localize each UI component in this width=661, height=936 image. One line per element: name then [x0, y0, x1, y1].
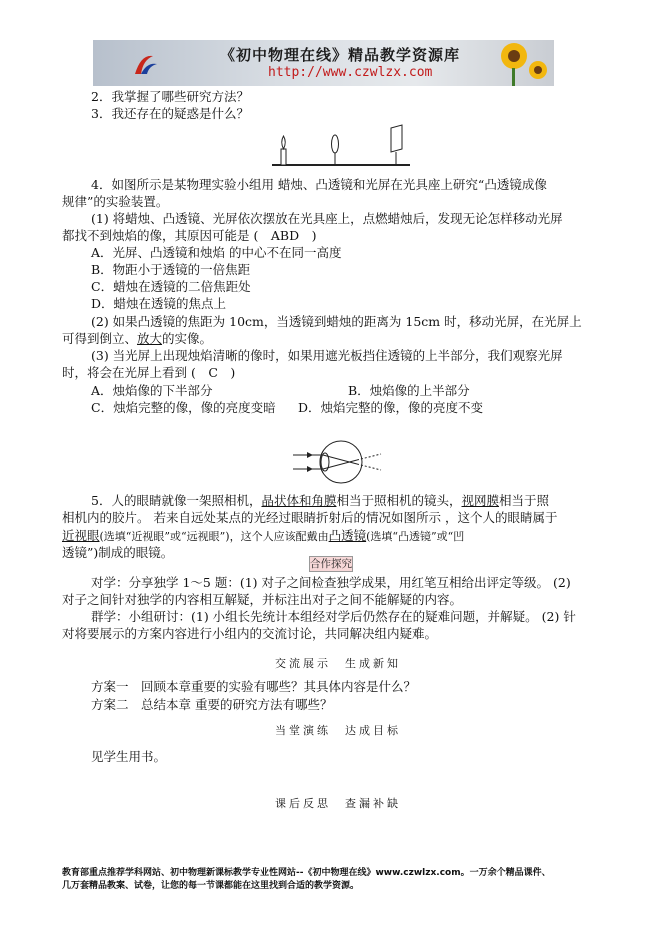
answer-retina: 视网膜 — [461, 493, 500, 508]
sunflower-icon — [492, 40, 548, 86]
q4-part3-line1: (3) 当光屏上出现烛焰清晰的像时，如果用遮光板挡住透镜的上半部分，我们观察光屏 — [91, 348, 563, 363]
q4-option-c: C．蜡烛在透镜的二倍焦距处 — [91, 279, 251, 294]
banner-title: 《初中物理在线》精品教学资源库 — [220, 46, 461, 64]
footer-line2: 几万套精品教案、试卷，让您的每一节课都能在这里找到合适的教学资源。 — [62, 881, 360, 891]
plan-two: 方案二 总结本章 重要的研究方法有哪些？ — [91, 697, 333, 712]
banner-url[interactable]: http://www.czwlzx.com — [268, 65, 433, 80]
q4-part3-option-a: A．烛焰像的下半部分 — [91, 383, 213, 398]
answer-lens-cornea: 晶状体和角膜 — [261, 493, 337, 508]
answer-myopia: 近视眼 — [62, 528, 100, 543]
cooperation-tag: 合作探究 — [310, 558, 352, 570]
eye-diagram-figure — [289, 437, 391, 487]
q4-part3-option-b: B．烛焰像的上半部分 — [348, 383, 470, 398]
pair-study-line1: 对学：分享独学 1～5 题：(1) 对子之间检查独学成果，用红笔互相给出评定等级。 (2) — [91, 575, 571, 590]
q4-option-b: B．物距小于透镜的一倍焦距 — [91, 262, 251, 277]
optical-bench-figure — [268, 122, 414, 172]
answer-enlarged: 放大 — [137, 331, 163, 346]
q4-option-d: D．蜡烛在透镜的焦点上 — [91, 296, 227, 311]
q4-part3-line2: 时，将会在光屏上看到 ( C ) — [62, 365, 236, 380]
q5-line2: 相机内的胶片。 若来自远处某点的光经过眼睛折射后的情况如图所示 ，这个人的眼睛属于 — [62, 510, 558, 525]
see-student-book: 见学生用书。 — [91, 749, 167, 764]
q4-part3-option-c: C．烛焰完整的像，像的亮度变暗 — [91, 400, 276, 415]
q4-option-a: A．光屏、凸透镜和烛焰 的中心不在同一高度 — [91, 245, 342, 260]
q4-part1-line2: 都找不到烛焰的像，其原因可能是 ( ABD ) — [62, 228, 317, 243]
pair-study-line2: 对子之间针对独学的内容相互解疑，并标注出对子之间不能解疑的内容。 — [62, 592, 463, 607]
section-title-practice: 当堂演练 达成目标 — [275, 724, 401, 737]
q5-line1: 5．人的眼睛就像一架照相机，晶状体和角膜相当于照相机的镜头，视网膜相当于照 — [91, 493, 550, 508]
q4-part2-line2: 可得到倒立、放大的实像。 — [62, 331, 213, 346]
group-study-line2: 对将要展示的方案内容进行小组内的交流讨论，共同解决组内疑难。 — [62, 626, 438, 641]
plan-one: 方案一 回顾本章重要的实验有哪些？其具体内容是什么？ — [91, 679, 417, 694]
group-study-line1: 群学：小组研讨：(1) 小组长先统计本组经对学后仍然存在的疑难问题，并解疑。 (2) 针 — [91, 609, 576, 624]
light-screen-icon — [391, 125, 402, 152]
question-2: 2．我掌握了哪些研究方法？ — [91, 89, 249, 104]
q4-intro-line2: 规律”的实验装置。 — [62, 194, 169, 209]
q4-part2-line1: (2) 如果凸透镜的焦距为 10cm，当透镜到蜡烛的距离为 15cm 时，移动光屏，在光屏上 — [91, 314, 582, 329]
q4-intro-line1: 4．如图所示是某物理实验小组用 蜡烛、凸透镜和光屏在光具座上研究“凸透镜成像 — [91, 177, 547, 192]
section-title-exchange: 交流展示 生成新知 — [275, 657, 401, 670]
section-title-reflection: 课后反思 查漏补缺 — [275, 797, 401, 810]
convex-lens-icon — [332, 135, 339, 153]
q5-line4: 透镜”)制成的眼镜。 — [62, 545, 174, 560]
answer-lens-type: 凸透镜 — [328, 528, 367, 543]
header-banner — [93, 40, 554, 86]
logo-icon — [131, 50, 159, 78]
q4-part1-line1: (1) 将蜡烛、凸透镜、光屏依次摆放在光具座上，点燃蜡烛后，发现无论怎样移动光屏 — [91, 211, 563, 226]
q4-part3-option-d: D．烛焰完整的像，像的亮度不变 — [298, 400, 484, 415]
q5-line3: 近视眼(选填“近视眼”或“远视眼”)，这个人应该配戴由凸透镜(选填“凸透镜”或“凹 — [62, 528, 465, 543]
footer-line1: 教育部重点推荐学科网站、初中物理新课标教学专业性网站--《初中物理在线》www.czwlzx.com。一万余个精品课件、 — [62, 868, 551, 878]
question-3: 3．我还存在的疑惑是什么？ — [91, 106, 249, 121]
candle-flame-icon — [282, 136, 286, 149]
